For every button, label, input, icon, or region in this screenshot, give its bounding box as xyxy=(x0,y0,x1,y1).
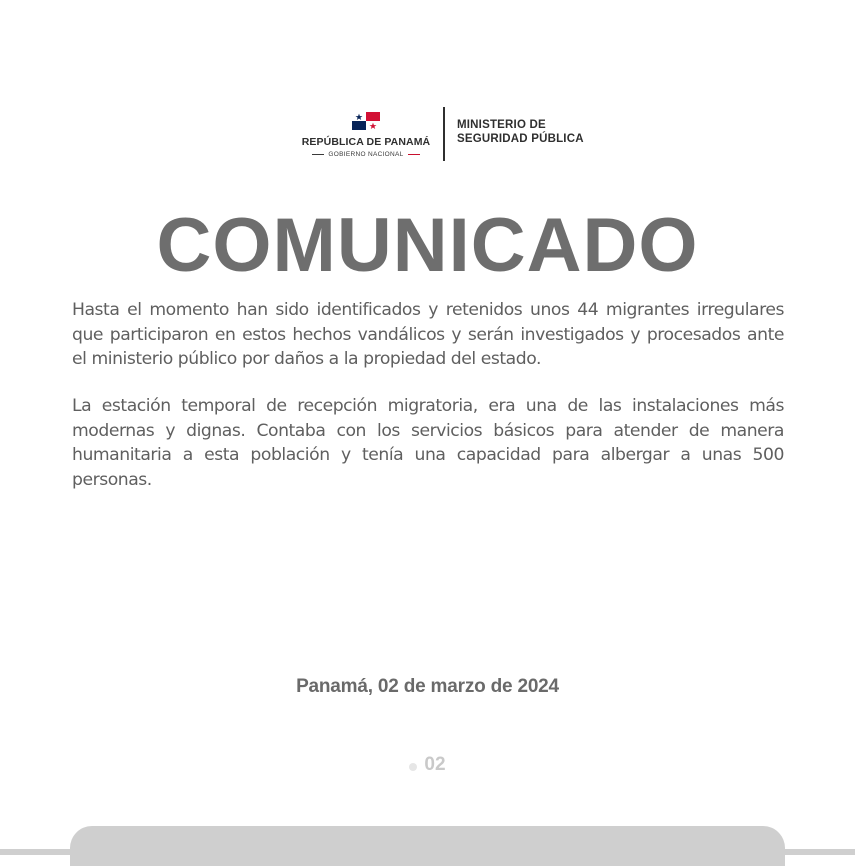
divider-dash xyxy=(312,154,324,155)
ministry-line-1: MINISTERIO DE xyxy=(457,119,546,131)
date-line: Panamá, 02 de marzo de 2024 xyxy=(296,676,559,697)
government-label: GOBIERNO NACIONAL xyxy=(328,150,404,158)
page-dot-icon xyxy=(409,763,417,771)
page-number: 02 xyxy=(424,754,446,775)
panama-flag-icon xyxy=(352,112,380,130)
page-title: COMUNICADO xyxy=(156,203,699,288)
divider-dash-red xyxy=(408,154,420,155)
ministry-name xyxy=(457,118,584,146)
ministry-line-2: SEGURIDAD PÚBLICA xyxy=(457,133,584,145)
body-paragraph-2: La estación temporal de recepción migratoria, era una de las instalaciones más modernas y dignas. Contaba con los servicios básicos para atender de manera humanitaria a esta población y tenía una capacidad para albergar a unas 500 personas. xyxy=(72,396,784,490)
body-paragraph-1: Hasta el momento han sido identificados y retenidos unos 44 migrantes irregulares que participaron en estos hechos vandálicos y serán investigados y procesados ante el ministerio público por daños a la propiedad del estado. xyxy=(72,300,784,369)
republic-label: REPÚBLICA DE PANAMÁ xyxy=(301,136,431,148)
header-divider xyxy=(443,107,445,161)
government-label-row xyxy=(296,148,436,160)
footer-line xyxy=(0,849,855,855)
footer-bar xyxy=(70,826,785,866)
page-indicator xyxy=(0,754,855,776)
header xyxy=(0,105,855,165)
